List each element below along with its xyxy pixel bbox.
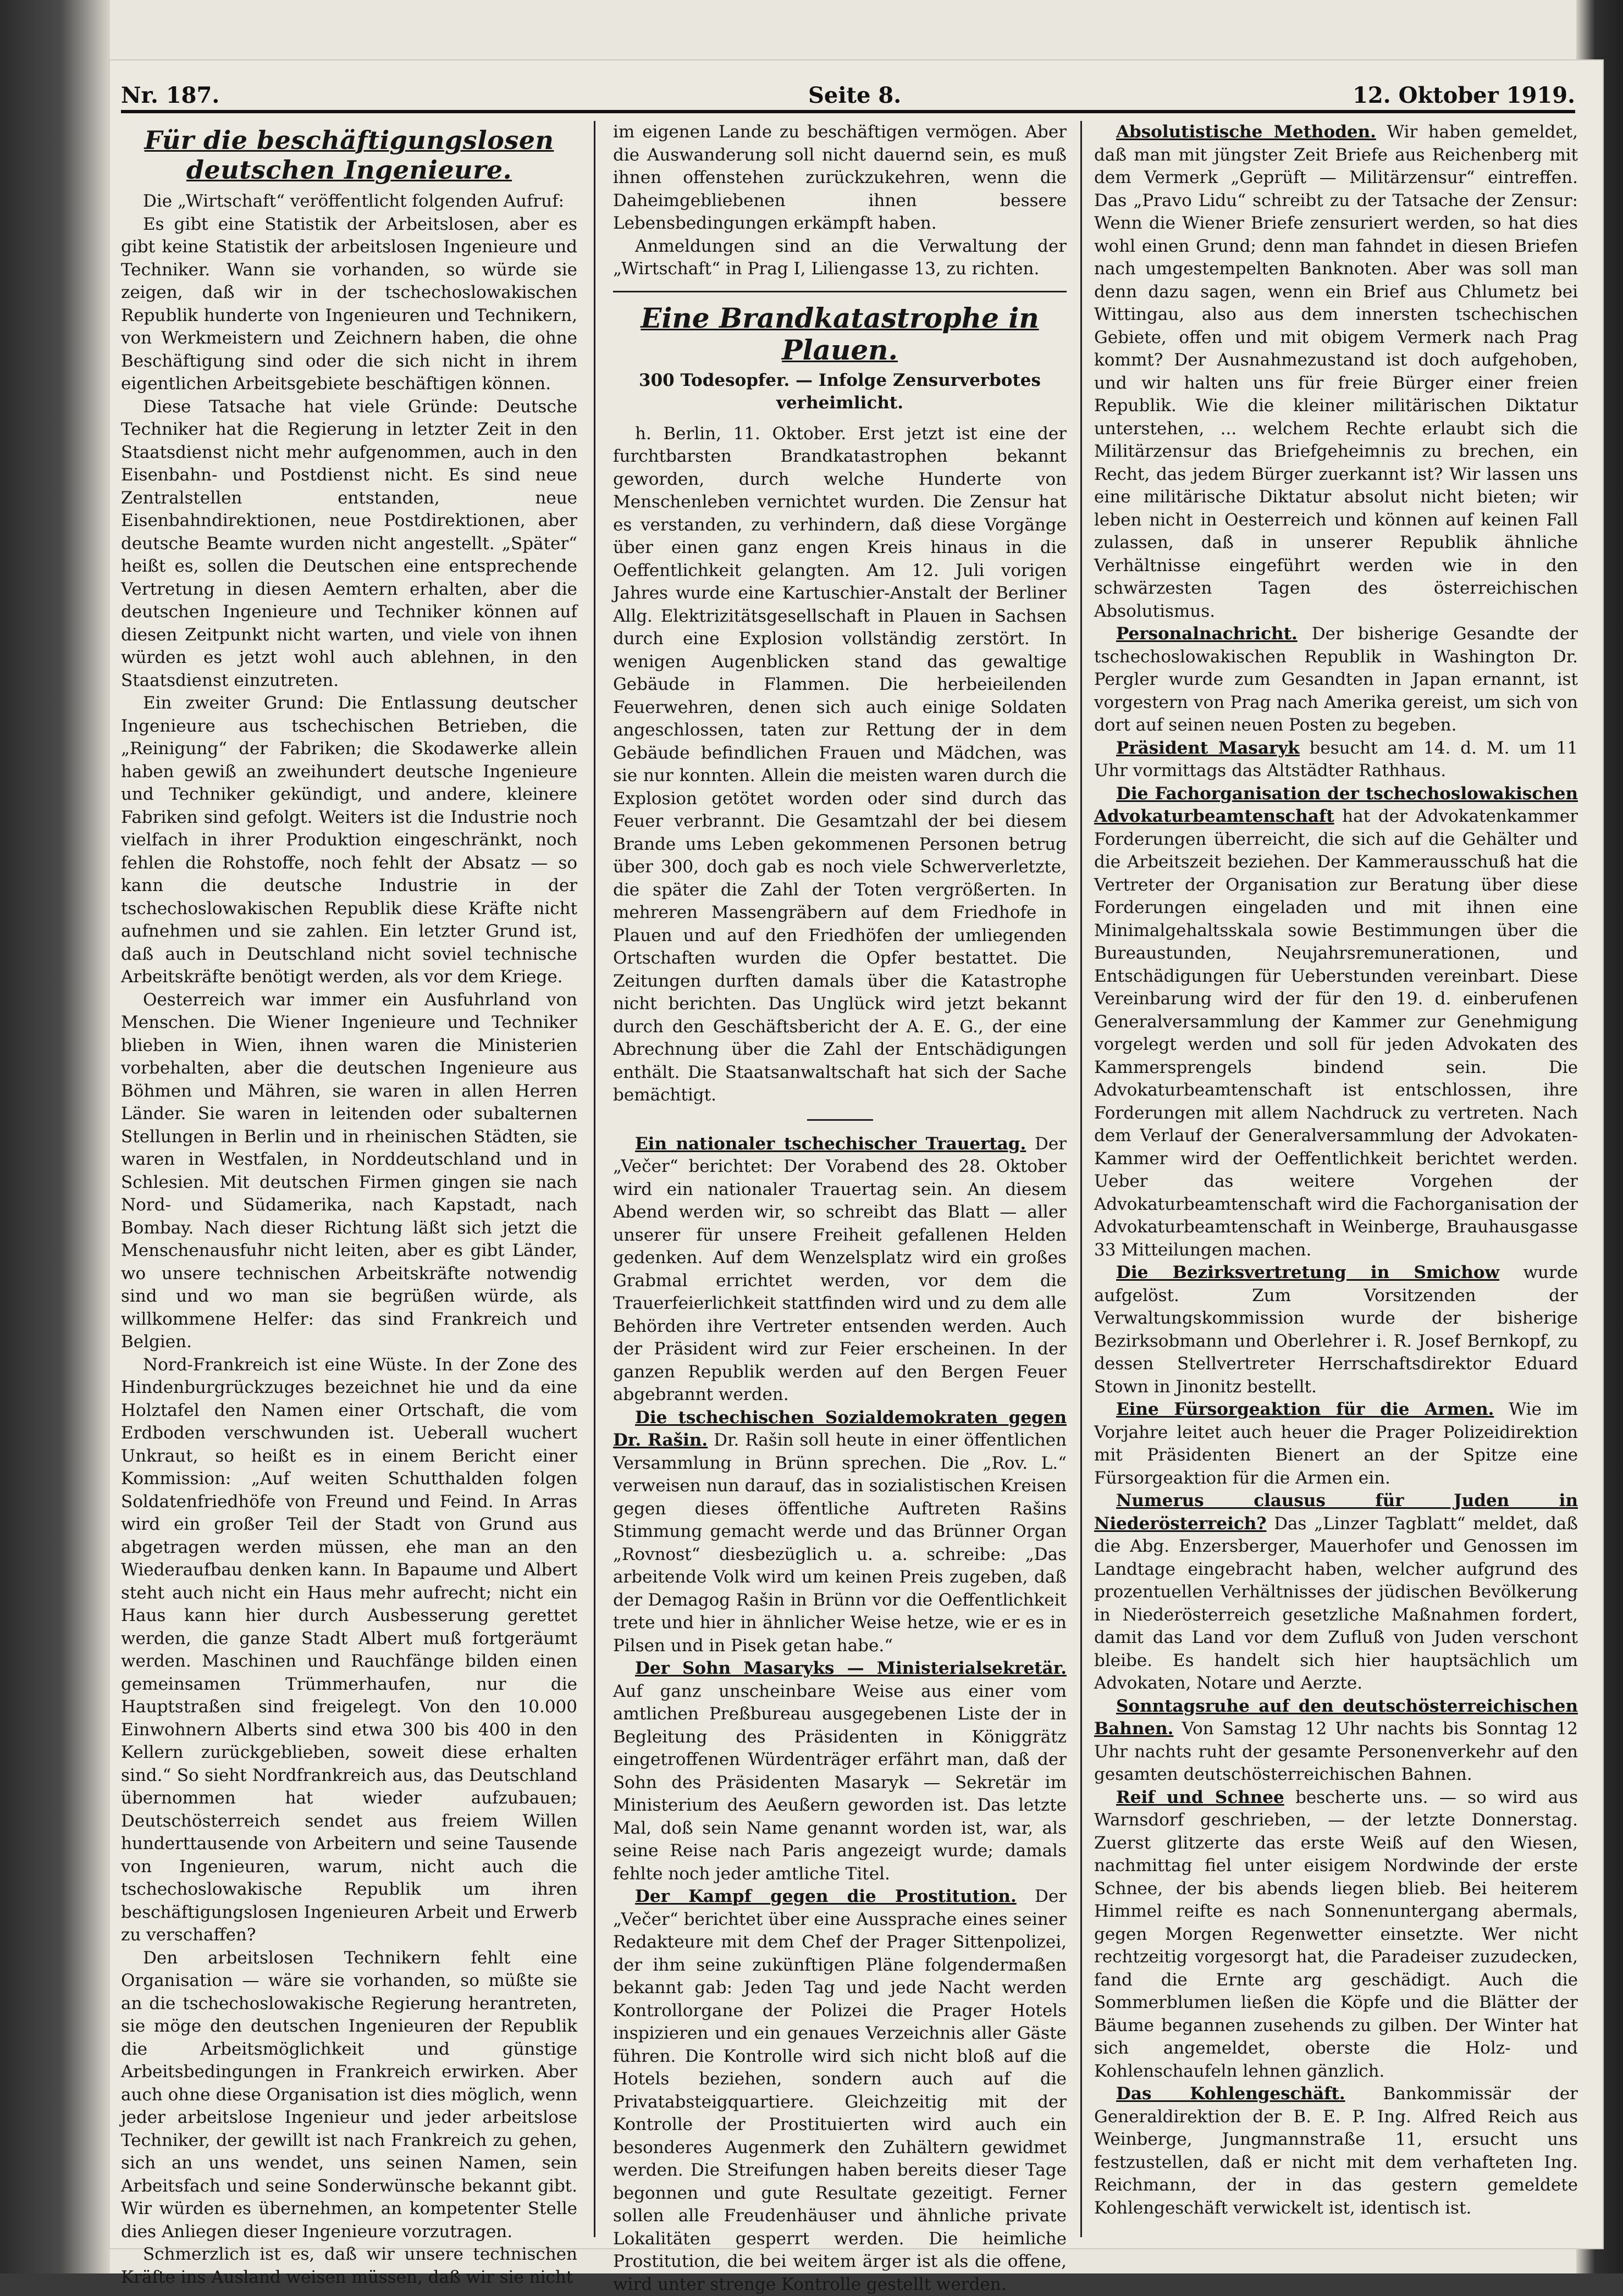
news-text: besucht am 14. d. M. um 11 Uhr vormittags das Altstädter Rathhaus. (1094, 738, 1578, 781)
news-item (1094, 783, 1578, 1262)
news-text: Von Samstag 12 Uhr nachts bis Sonntag 12 Uhr nachts ruht der gesamte Personenverkehr auf den gesamten deutschösterreichischen Bahnen. (1094, 1719, 1578, 1784)
news-item (613, 1657, 1067, 1885)
news-text: Der „Večer“ berichtet: Der Vorabend des 28. Oktober wird ein nationaler Trauertag sein. An diesem Abend werden wir, so schreibt das Blatt — aller unserer für unsere Freiheit gefallenen Helden gedenken. Auf dem Wenzelsplatz wird ein großes Grabmal errichtet werden, vor dem die Trauerfeierlichkeit stattfinden wird und zu dem alle Behörden ihre Vertreter entsenden werden. Auch der Präsident wird zur Feier erscheinen. In der ganzen Republik werden auf den Bergen Feuer abgebrannt werden. (613, 1133, 1067, 1404)
issue-date: 12. Oktober 1919. (1352, 82, 1575, 108)
article-paragraph: Diese Tatsache hat viele Gründe: Deutsche Techniker hat die Regierung in letzter Zeit in den Staatsdienst nicht mehr aufgenommen, auch in den Eisenbahn- und Postdienst nicht. Es sind neue Zentralstellen entstanden, neue Eisenbahndirektionen, neue Postdirektionen, aber deutsche Beamte wurden nicht angestellt. „Später“ heißt es, sollen die Deutschen eine entsprechende Vertretung in diesen Aemtern erhalten, aber die deutschen Ingenieure und Techniker können auf diesen Zeitpunkt nicht warten, und viele von ihnen würden es jetzt wohl auch ablehnen, in den Staatsdienst einzutreten. (121, 396, 577, 690)
article-paragraph: Den arbeitslosen Technikern fehlt eine Organisation — wäre sie vorhanden, so müßte sie an die tschechoslowakische Regierung herantreten, sie möge den deutschen Ingenieuren der Republik die Arbeitsmöglichkeit und günstige Arbeitsbedingungen in Frankreich erwirken. Aber auch ohne diese Organisation ist dies möglich, wenn jeder arbeitslose Ingenieur und jeder arbeitslose Techniker, der gewillt ist nach Frankreich zu gehen, sich an uns wendet, uns seinen Namen, sein Arbeitsfach und seine Sonderwünsche bekannt gibt. Wir würden es übernehmen, an kompetenter Stelle dies Anliegen dieser Ingenieure vorzutragen. (121, 1948, 577, 2242)
news-item (1094, 1695, 1578, 1786)
news-rubric: Eine Fürsorgeaktion für die Armen. (1116, 1399, 1494, 1419)
news-text: Das „Linzer Tagblatt“ meldet, daß die Abg. Enzersberger, Mauerhofer und Genossen im Landtage eingebracht haben, welcher aufgrund des prozentuellen Verhältnisses der jüdischen Bevölkerung in Niederösterreich gesetzliche Maßnahmen fordert, damit das Land vor dem Zufluß von Juden verschont bleibe. Es handelt sich hier hauptsächlich um Advokaten, Notare und Aerzte. (1094, 1513, 1578, 1693)
news-rubric: Die Fachorganisation der tschechoslowakischen Advokaturbeamtenschaft (1094, 783, 1578, 826)
scan-left-edge (0, 0, 110, 2273)
article-title: Eine Brandkatastrophe in Plauen. (641, 301, 1039, 366)
news-item (1094, 1786, 1578, 2083)
column-2 (613, 121, 1067, 2294)
article-paragraph: Ein zweiter Grund: Die Entlassung deutscher Ingenieure aus tschechischen Betrieben, die „Reinigung“ der Fabriken; die Skodawerke allein haben gewiß an zweihundert deutsche Ingenieure und Techniker gekündigt, und andere, kleinere Fabriken sind gefolgt. Weiters ist die Industrie noch vielfach in ihrer Produktion eingeschränkt, noch fehlen die Rohstoffe, noch fehlt der Absatz — so kann die deutsche Industrie in der tschechoslowakischen Republik diese Kräfte nicht aufnehmen und sie zahlen. Ein letzter Grund ist, daß auch in Deutschland nicht soviel technische Arbeitskräfte benötigt werden, als vor dem Kriege. (121, 693, 577, 987)
article-paragraph: Oesterreich war immer ein Ausfuhrland von Menschen. Die Wiener Ingenieure und Techniker blieben in Wien, ihnen waren die Ministerien vorbehalten, aber die deutschen Ingenieure aus Böhmen und Mähren, sie waren in allen Herren Länder. Sie waren in leitenden oder subalternen Stellungen in Berlin und in rheinischen Städten, sie waren in Westfalen, in Norddeutschland und in Schlesien. Mit deutschen Firmen gingen sie nach Nord- und Südamerika, nach Kapstadt, nach Bombay. Nach dieser Richtung läßt sich jetzt die Menschenausfuhr nicht leiten, aber es gibt Länder, wo unsere technischen Arbeitskräfte notwendig sind und wo man sie begrüßen würde, als willkommene Helfer: das sind Frankreich und Belgien. (121, 989, 577, 1352)
news-rubric: Sonntagsruhe auf den deutschösterreichischen Bahnen. (1094, 1696, 1578, 1739)
news-rubric: Der Sohn Masaryks — Ministerialsekretär. (635, 1658, 1067, 1678)
news-rubric: Präsident Masaryk (1116, 738, 1300, 758)
news-rubric: Die Bezirksvertretung in Smichow (1116, 1263, 1500, 1282)
article-subtitle: 300 Todesopfer. — Infolge Zensurverbotes verheimlicht. (639, 370, 1041, 413)
news-text: hat der Advokatenkammer Forderungen überreicht, die sich auf die Gehälter und die Arbeitszeit beziehen. Der Kammerausschuß hat die Vertreter der Organisation zur Beratung über diese Forderungen eingeladen und mit ihnen eine Minimalgehaltsskala sowie Bestimmungen über die Bureaustunden, Neujahrsremunerationen, und Entschädigungen für Ueberstunden vereinbart. Diese Vereinbarung wird der für den 19. d. einberufenen Generalversammlung der Kammer zur Genehmigung vorgelegt werden und soll für jeden Advokaten des Kammersprengels bindend sein. Die Advokaturbeamtenschaft ist entschlossen, ihre Forderungen mit allem Nachdruck zu vertreten. Nach dem Verlauf der Generalversammlung der Advokaten-Kammer wird der Oeffentlichkeit berichtet werden. Ueber das weitere Vorgehen der Advokaturbeamtenschaft wird die Fachorganisation der Advokaturbeamtenschaft in Weinberge, Brauhausgasse 33 Mitteilungen machen. (1094, 806, 1578, 1260)
news-rubric: Ein nationaler tschechischer Trauertag. (635, 1133, 1026, 1154)
article-paragraph: Die „Wirtschaft“ veröffentlicht folgenden Aufruf: (143, 191, 565, 211)
news-rubric: Reif und Schnee (1116, 1787, 1284, 1807)
news-rubric: Das Kohlengeschäft. (1116, 2084, 1345, 2104)
news-text: Wie im Vorjahre leitet auch heuer die Prager Polizeidirektion mit Präsidenten Bienert an der Spitze eine Fürsorgeaktion für die Armen ein. (1094, 1399, 1578, 1488)
news-item (613, 1133, 1067, 1407)
news-item (1094, 1262, 1578, 1398)
header-rule (121, 110, 1575, 113)
column-divider (1080, 121, 1082, 2237)
issue-number: Nr. 187. (121, 82, 220, 108)
short-divider (807, 1119, 873, 1121)
news-text: bescherte uns. — so wird aus Warnsdorf geschrieben, — der letzte Donnerstag. Zuerst glitzerte das erste Weiß auf den Wiesen, nachmittag fiel unter eisigem Nordwinde der erste Schnee, der bis abends liegen blieb. Bei heiterem Himmel reifte es nach Sonnenuntergang abermals, gegen Morgen Regenwetter einsetzte. Wer nicht rechtzeitig vorgesorgt hat, die Paradeiser zuzudecken, fand die Ernte arg geschädigt. Auch die Sommerblumen ließen die Köpfe und die Blätter der Bäume begannen zusehends zu gilben. Der Winter hat sich angemeldet, oberste die Holz- und Kohlenschaufeln lehnen gänzlich. (1094, 1787, 1578, 2081)
news-text: Der bisherige Gesandte der tschechoslowakischen Republik in Washington Dr. Pergler wurde zum Gesandten in Japan ernannt, ist vorgestern von Prag nach Amerika gereist, um sich von dort auf seinen neuen Posten zu begeben. (1094, 624, 1578, 735)
news-text: Wir haben gemeldet, daß man mit jüngster Zeit Briefe aus Reichenberg mit dem Vermerk „Geprüft — Militärzensur“ eintreffen. Das „Pravo Lidu“ schreibt zu der Tatsache der Zensur: Wenn die Wiener Briefe zensuriert werden, so hat dies wohl einen Grund; denn man fahndet in diesen Briefen nach umgestempelten Banknoten. Aber was soll man denn dazu sagen, wenn ein Brief aus Chlumetz bei Wittingau, also aus dem innersten tschechischen Gebiete, offen und mit obigem Vermerk nach Prag kommt? Der Ausnahmezustand ist doch aufgehoben, und wir halten uns für freie Bürger einer freien Republik. Wie die kleiner militärischen Diktatur unterstehen, ... welchem Rechte erlaubt sich die Militärzensur das Briefgeheimnis zu brechen, ein Recht, das jedem Bürger zuerkannt ist? Wir lassen uns eine militärische Diktatur absolut nicht bieten; wir leben nicht in Oesterreich und können auf keinen Fall zulassen, daß in unserer Republik ähnliche Verhältnisse eingeführt werden wie in den schwärzesten Tagen des österreichischen Absolutismus. (1094, 122, 1578, 621)
page-number: Seite 8. (808, 82, 902, 108)
column-1 (121, 121, 577, 2287)
news-item (1094, 1490, 1578, 1695)
news-rubric: Absolutistische Methoden. (1116, 122, 1376, 142)
news-rubric: Die tschechischen Sozialdemokraten gegen Dr. Rašin. (613, 1407, 1067, 1450)
news-item (1094, 737, 1578, 783)
news-text: Dr. Rašin soll heute in einer öffentlichen Versammlung in Brünn sprechen. Die „Rov. L.“ verweisen nun darauf, das in sozialistischen Kreisen gegen dieses öffentliche Auftreten Rašins Stimmung gemacht werde und das Brünner Organ „Rovnost“ diesbezüglich u. a. schreibe: „Das arbeitende Volk wird um keinen Preis zugeben, daß der Demagog Rašin in Brünn vor die Oeffentlichkeit trete und hier in ähnlicher Weise hetze, wie er es in Pilsen und in Pisek getan habe.“ (613, 1430, 1067, 1656)
article-title: Für die beschäftigungslosen deutschen Ingenieure. (144, 125, 554, 185)
news-text: wurde aufgelöst. Zum Vorsitzenden der Verwaltungskommission wurde der bisherige Bezirksobmann und Oberlehrer i. R. Josef Bernkopf, zu dessen Stellvertreter Herrschaftsdirektor Eduard Stown in Jinonitz bestellt. (1094, 1263, 1578, 1397)
newspaper-sheet (110, 60, 1603, 2294)
article-paragraph: Schmerzlich ist es, daß wir unsere technischen Kräfte ins Ausland weisen müssen, daß wir sie nicht (121, 2244, 577, 2287)
article-paragraph: Nord-Frankreich ist eine Wüste. In der Zone des Hindenburgrückzuges bezeichnet hie und da eine Holztafel den Namen einer Ortschaft, die vom Erdboden verschwunden ist. Ueberall wuchert Unkraut, so heißt es in einem Bericht einer Kommission: „Auf weiten Schutthalden folgen Soldatenfriedhöfe von Freund und Feind. In Arras wird ein großer Teil der Stadt von Grund aus abgetragen werden müssen, ehe man an den Wiederaufbau denken kann. In Bapaume und Albert steht auch nicht ein Haus mehr aufrecht; nicht ein Haus kann hier durch Ausbesserung gerettet werden, die ganze Stadt Albert muß fortgeräumt werden. Maschinen und Rauchfänge bilden einen gemeinsamen Trümmerhaufen, nur die Hauptstraßen sind freigelegt. Von den 10.000 Einwohnern Alberts sind etwa 300 bis 400 in den Kellern zurückgeblieben, soweit diese erhalten sind.“ So sieht Nordfrankreich aus, das Deutschland übernommen hat wieder aufzubauen; Deutschösterreich sendet aus freiem Willen hunderttausende von Arbeitern und seine Tausende von Ingenieuren, warum, nicht auch die tschechoslowakische Republik um ihren beschäftigungslosen Ingenieuren Arbeit und Erwerb zu verschaffen? (121, 1354, 577, 1945)
news-item (613, 1407, 1067, 1658)
news-item (1094, 121, 1578, 623)
news-text: Der „Večer“ berichtet über eine Aussprache eines seiner Redakteure mit dem Chef der Prager Sittenpolizei, der ihm seine zukünftigen Pläne folgendermaßen bekannt gab: Jeden Tag und jede Nacht werden Kontrollorgane der Polizei die Prager Hotels inspizieren und ein genaues Verzeichnis aller Gäste führen. Die Kontrolle wird sich nicht bloß auf die Hotels beziehen, sondern auch auf die Privatabsteigquartiere. Gleichzeitig mit der Kontrolle der Prostituierten wird auch ein besonderes Augenmerk den Zuhältern gewidmet werden. Die Streifungen haben bereits dieser Tage begonnen und gute Resultate gezeitigt. Ferner sollen alle Freudenhäuser und ähnliche private Lokalitäten gesperrt werden. Die heimliche Prostitution, die bei weitem ärger ist als die offene, wird unter strenge Kontrolle gestellt werden. (613, 1886, 1067, 2294)
news-text: Bankommissär der Generaldirektion der B. E. P. Ing. Alfred Reich aus Weinberge, Jungmannstraße 11, ersucht uns festzustellen, daß er nicht mit dem verhafteten Ing. Reichmann, der in das gestern gemeldete Kohlengeschäft verwickelt ist, identisch ist. (1094, 2084, 1578, 2218)
news-item (1094, 2083, 1578, 2220)
news-rubric: Der Kampf gegen die Prostitution. (635, 1886, 1017, 1906)
article-paragraph: im eigenen Lande zu beschäftigen vermögen. Aber die Auswanderung soll nicht dauernd sein, es muß ihnen offenstehen zurückzukehren, wenn die Daheimgebliebenen ihnen bessere Lebensbedingungen erkämpft haben. (613, 122, 1067, 233)
news-rubric: Numerus clausus für Juden in Niederösterreich? (1094, 1491, 1578, 1534)
news-item (613, 1885, 1067, 2296)
article-paragraph: Es gibt eine Statistik der Arbeitslosen, aber es gibt keine Statistik der arbeitslosen Ingenieure und Techniker. Wann sie vorhanden, so würde sie zeigen, daß wir in der tschechoslowakischen Republik hunderte von Ingenieuren und Technikern, von Werkmeistern und Zeichnern haben, die ohne Beschäftigung sind oder die sich nicht in ihrem eigentlichen Arbeitsgebiete beschäftigen können. (121, 214, 577, 394)
article-paragraph: h. Berlin, 11. Oktober. Erst jetzt ist eine der furchtbarsten Brandkatastrophen bekannt geworden, durch welche Hunderte von Menschenleben vernichtet wurden. Die Zensur hat es verstanden, zu verhindern, daß diese Vorgänge über einen ganz engen Kreis hinaus in die Oeffentlichkeit gelangten. Am 12. Juli vorigen Jahres wurde eine Kartuschier-Anstalt der Berliner Allg. Elektrizitätsgesellschaft in Plauen in Sachsen durch eine Explosion vollständig zerstört. In wenigen Augenblicken stand das gewaltige Gebäude in Flammen. Die herbeieilenden Feuerwehren, denen sich auch einige Soldaten angeschlossen, taten zur Rettung der in dem Gebäude befindlichen Frauen und Mädchen, was sie nur konnten. Allein die meisten waren durch die Explosion getötet worden oder sind durch das Feuer verbrannt. Die Gesamtzahl der bei diesem Brande ums Leben gekommenen Personen betrug über 300, doch gab es noch viele Schwerverletzte, die später die Zahl der Toten vergrößerten. In mehreren Massengräbern auf dem Friedhofe in Plauen und auf den Friedhöfen der umliegenden Ortschaften wurden die Opfer bestattet. Die Zeitungen durften damals über die Katastrophe nicht berichten. Das Unglück wird jetzt bekannt durch den Geschäftsbericht der A. E. G., der eine Abrechnung über die Zahl der Entschädigungen enthält. Die Staatsanwaltschaft hat sich der Sache bemächtigt. (613, 423, 1067, 1105)
section-divider (613, 291, 1067, 292)
news-rubric: Personalnachricht. (1116, 624, 1298, 644)
column-3 (1094, 121, 1578, 2237)
news-text: Auf ganz unscheinbare Weise aus einer vom amtlichen Preßbureau ausgegebenen Liste der in Begleitung des Präsidenten in Königgrätz eingetroffenen Würdenträger erfährt man, daß der Sohn des Präsidenten Masaryk — Sekretär im Ministerium des Aeußern geworden ist. Das letzte Mal, doß sein Name genannt worden ist, war, als seine Reise nach Paris angezeigt wurde; damals fehlte noch jeder amtliche Titel. (613, 1681, 1067, 1884)
column-divider (594, 121, 595, 2237)
news-item (1094, 623, 1578, 737)
article-paragraph: Anmeldungen sind an die Verwaltung der „Wirtschaft“ in Prag I, Liliengasse 13, zu richten. (613, 236, 1067, 279)
news-item (1094, 1398, 1578, 1490)
